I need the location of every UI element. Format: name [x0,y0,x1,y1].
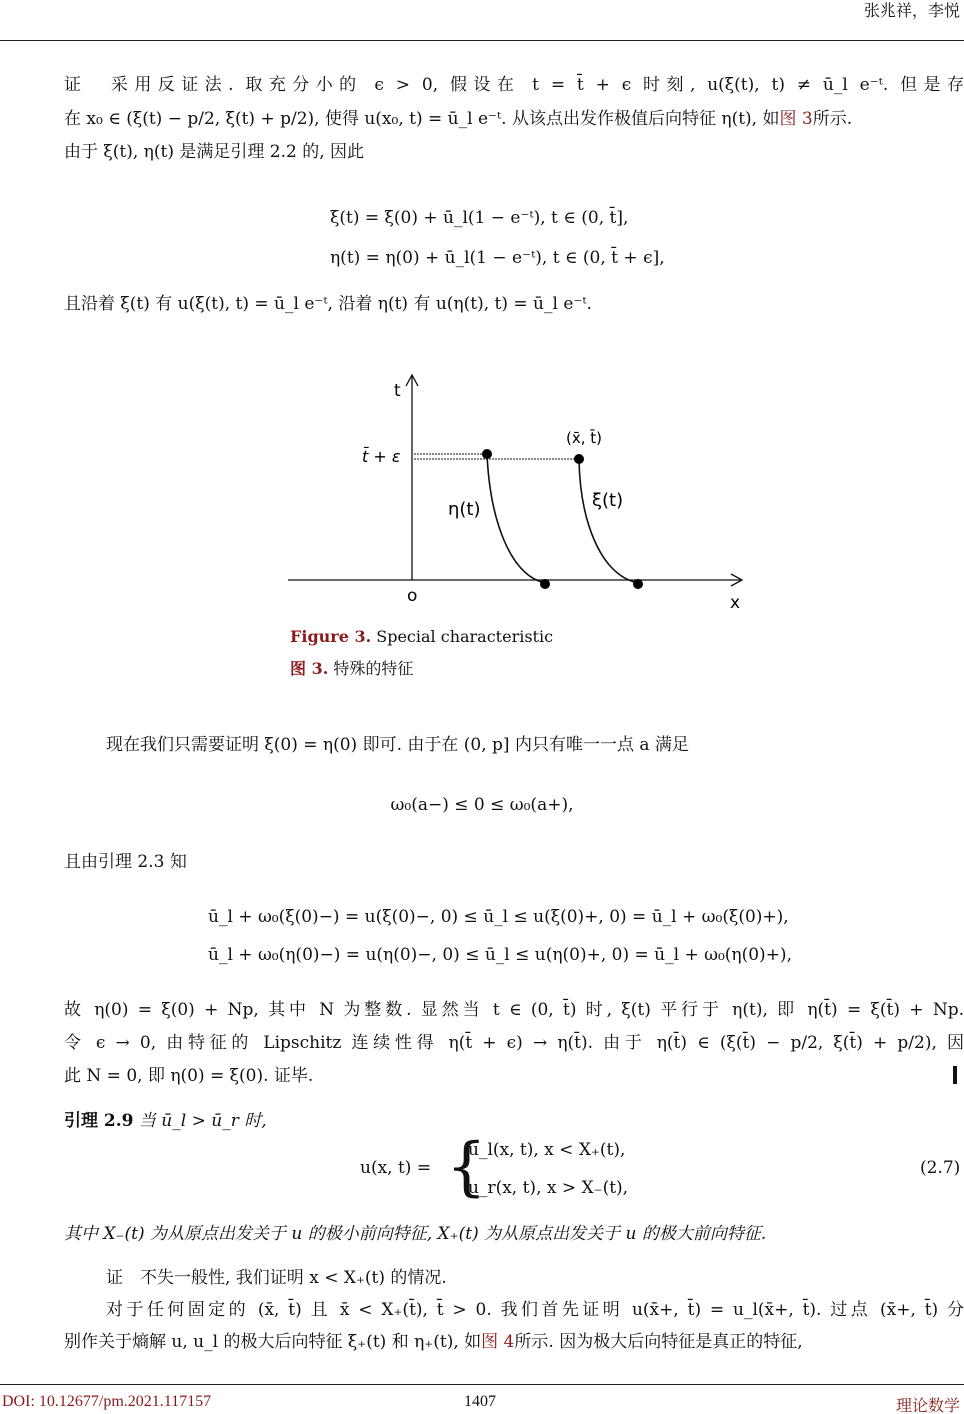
equation-case: u_r(x, t), x > X₋(t), [468,1178,629,1198]
equation: ū_l + ω₀(η(0)−) = u(η(0)−, 0) ≤ ū_l ≤ u(η(0)+, 0) = ū_l + ω₀(η(0)+), [208,945,792,965]
text-line: 故 η(0) = ξ(0) + Np, 其中 N 为整数. 显然当 t ∈ (0, t̄) 时, ξ(t) 平行于 η(t), 即 η(t̄) = ξ(t̄) + Np. [64,1000,964,1020]
text: 所示. [812,109,853,129]
brace: { [446,1130,487,1204]
t-axis-label: t [394,381,401,401]
journal-name: 理论数学 [895,1398,960,1414]
level-label: t̄ + ε [362,447,401,466]
text-line: 其中 X₋(t) 为从原点出发关于 u 的极小前向特征, X₊(t) 为从原点出发关于 u 的极大前向特征. [64,1224,767,1244]
text-line: 由于 ξ(t), η(t) 是满足引理 2.2 的, 因此 [64,142,365,162]
equation-lhs: u(x, t) = [360,1158,432,1178]
header-rule [0,40,964,41]
text-line: 证 不失一般性, 我们证明 x < X₊(t) 的情况. [106,1268,447,1288]
equation: ū_l + ω₀(ξ(0)−) = u(ξ(0)−, 0) ≤ ū_l ≤ u(ξ(0)+, 0) = ū_l + ω₀(ξ(0)+), [208,907,789,927]
page-number: 1407 [464,1393,496,1410]
running-header: 张兆祥，李悦 [863,1,960,20]
doi-link[interactable]: DOI: 10.12677/pm.2021.117157 [2,1393,212,1410]
lemma-heading [64,1110,964,1132]
eta-label: η(t) [448,499,481,520]
origin-label: o [407,586,418,606]
equation-number: (2.7) [920,1158,961,1178]
xi-bottom-point [633,579,643,589]
figure-link[interactable]: 图 4 [481,1332,515,1352]
caption-label: 图 3. [290,659,329,678]
qed-symbol [953,1066,957,1084]
text-line: 对于任何固定的 (x̄, t̄) 且 x̄ < X₊(t̄), t̄ > 0. 我们首先证明 u(x̄+, t̄) = u_l(x̄+, t̄). 过点 (x̄+, t̄) 分 [106,1300,964,1320]
equation: ω₀(a−) ≤ 0 ≤ ω₀(a+), [390,795,574,815]
xi-label: ξ(t) [592,490,624,511]
text-line: 且沿着 ξ(t) 有 u(ξ(t), t) = ū_l e⁻ᵗ, 沿着 η(t) 有 u(η(t), t) = ū_l e⁻ᵗ. [64,294,592,314]
text: 所示. 因为极大后向特征是真正的特征, [514,1332,803,1352]
footer-rule [0,1384,964,1385]
xi-curve [579,459,638,583]
eta-bottom-point [540,579,550,589]
text-line: 现在我们只需要证明 ξ(0) = η(0) 即可. 由于在 (0, p] 内只有唯一一点 a 满足 [106,735,689,755]
caption-zh [290,656,413,679]
text: 别作关于熵解 u, u_l 的极大后向特征 ξ₊(t) 和 η₊(t), 如 [64,1332,482,1352]
equation: ξ(t) = ξ(0) + ū_l(1 − e⁻ᵗ), t ∈ (0, t̄], [330,208,629,228]
equation: η(t) = η(0) + ū_l(1 − e⁻ᵗ), t ∈ (0, t̄ + ϵ], [330,248,665,268]
lemma-statement: 当 ū_l > ū_r 时, [138,1111,267,1131]
text-line: 且由引理 2.3 知 [64,852,187,872]
eta-curve [487,454,545,583]
figure-link[interactable]: 图 3 [779,109,813,129]
text-line [64,1331,964,1353]
caption-text: 特殊的特征 [333,659,414,678]
text-line: 此 N = 0, 即 η(0) = ξ(0). 证毕. [64,1066,314,1086]
lemma-title: 引理 2.9 [64,1111,134,1131]
text: 在 x₀ ∈ (ξ(t) − p/2, ξ(t) + p/2), 使得 u(x₀, t) = ū_l e⁻ᵗ. 从该点出发作极值后向特征 η(t), 如 [64,109,780,129]
x-axis-label: x [730,593,741,613]
xi-top-point [574,454,584,464]
equation-case: u_l(x, t), x < X₊(t), [468,1140,626,1160]
point-label: (x̄, t̄) [566,429,602,447]
eta-top-point [482,449,492,459]
figure-3 [280,370,760,615]
text-line: 证 采用反证法. 取充分小的 ϵ > 0, 假设在 t = t̄ + ϵ 时刻, u(ξ(t), t) ≠ ū_l e⁻ᵗ. 但是存 [64,75,964,95]
caption-label: Figure 3. [290,627,372,646]
text-line [64,108,964,130]
caption-text: Special characteristic [376,627,554,646]
text-line: 令 ϵ → 0, 由特征的 Lipschitz 连续性得 η(t̄ + ϵ) → η(t̄). 由于 η(t̄) ∈ (ξ(t̄) − p/2, ξ(t̄) + p/2), 因 [64,1033,964,1053]
caption-en [290,627,553,646]
